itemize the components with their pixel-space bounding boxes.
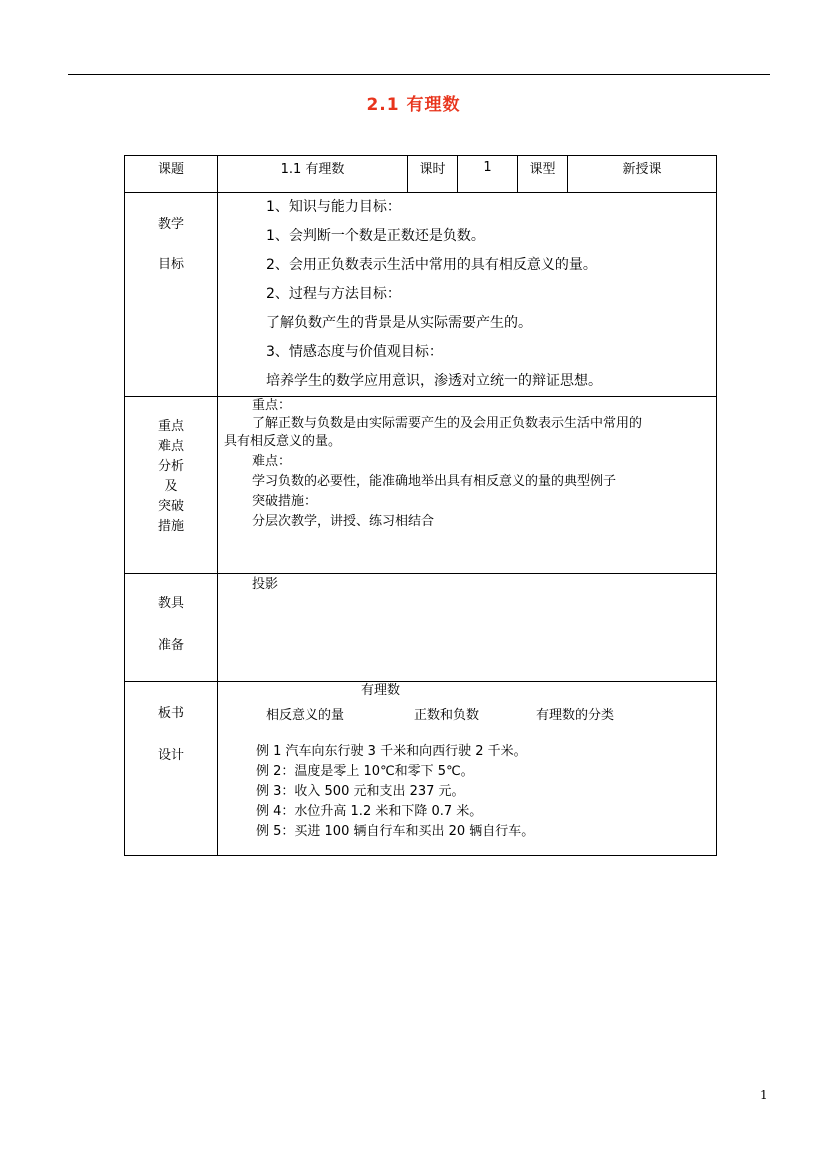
example-line: 例 1 汽车向东行驶 3 千米和向西行驶 2 千米。 — [256, 744, 527, 759]
key-label: 重点 — [157, 419, 184, 434]
board-heading: 有理数 — [361, 683, 401, 698]
key-heading: 重点： — [252, 398, 292, 413]
measures-heading: 突破措施： — [252, 494, 318, 509]
goals-row — [125, 193, 717, 397]
goals-label-1: 教学 — [157, 217, 184, 232]
goal-line: 2、过程与方法目标： — [266, 286, 401, 302]
board-sub-3: 有理数的分类 — [536, 708, 615, 723]
page-number: 1 — [760, 1088, 768, 1102]
goal-line: 3、情感态度与价值观目标： — [266, 344, 443, 360]
goal-line: 2、会用正负数表示生活中常用的具有相反意义的量。 — [266, 257, 597, 273]
goal-line: 培养学生的数学应用意识，渗透对立统一的辩证思想。 — [266, 373, 602, 389]
example-line: 例 2：温度是零上 10℃和零下 5℃。 — [256, 764, 474, 779]
measures-text: 分层次教学，讲授、练习相结合 — [252, 514, 435, 529]
example-line: 例 4：水位升高 1.2 米和下降 0.7 米。 — [256, 804, 483, 819]
key-label: 措施 — [157, 519, 184, 534]
key-points-row — [125, 397, 717, 574]
tools-label-1: 教具 — [157, 596, 184, 611]
goal-line: 1、会判断一个数是正数还是负数。 — [266, 228, 485, 244]
board-sub-1: 相反意义的量 — [266, 708, 345, 723]
key-text: 了解正数与负数是由实际需要产生的及会用正负数表示生活中常用的 — [252, 416, 643, 431]
period-value-cell: 1 — [458, 156, 518, 193]
board-label-cell — [125, 682, 218, 856]
lesson-plan-table — [124, 155, 717, 856]
type-value-cell: 新授课 — [568, 156, 717, 193]
key-points-label-cell — [125, 397, 218, 574]
topic-value-cell: 1.1 有理数 — [218, 156, 408, 193]
tools-label-2: 准备 — [157, 638, 184, 653]
board-label-2: 设计 — [157, 748, 184, 763]
topic-label-cell: 课题 — [125, 156, 218, 193]
key-points-content-cell — [218, 397, 717, 574]
board-content-cell — [218, 682, 717, 856]
goals-content-cell — [218, 193, 717, 397]
page-title: 2.1 有理数 — [366, 95, 461, 115]
tools-value: 投影 — [252, 577, 279, 592]
key-text-continued: 具有相反意义的量。 — [224, 434, 342, 449]
tools-row — [125, 574, 717, 682]
goals-label-2: 目标 — [157, 257, 184, 272]
example-line: 例 5：买进 100 辆自行车和买出 20 辆自行车。 — [256, 824, 535, 839]
board-row — [125, 682, 717, 856]
key-label: 难点 — [157, 439, 184, 454]
tools-label-cell — [125, 574, 218, 682]
header-row — [125, 156, 717, 193]
difficult-heading: 难点： — [252, 454, 292, 469]
example-line: 例 3：收入 500 元和支出 237 元。 — [256, 784, 465, 799]
difficult-text: 学习负数的必要性，能准确地举出具有相反意义的量的典型例子 — [252, 474, 617, 489]
board-subheadings — [218, 700, 716, 726]
board-label-1: 板书 — [157, 706, 184, 721]
goal-line: 了解负数产生的背景是从实际需要产生的。 — [266, 315, 532, 331]
period-label-cell: 课时 — [408, 156, 458, 193]
key-label: 及 — [164, 479, 178, 494]
key-label: 突破 — [157, 499, 184, 514]
key-label: 分析 — [157, 459, 184, 474]
goal-line: 1、知识与能力目标： — [266, 199, 401, 215]
board-sub-2: 正数和负数 — [414, 708, 480, 723]
goals-label-cell — [125, 193, 218, 397]
tools-content-cell — [218, 574, 717, 682]
header-rule — [68, 74, 770, 75]
type-label-cell: 课型 — [518, 156, 568, 193]
